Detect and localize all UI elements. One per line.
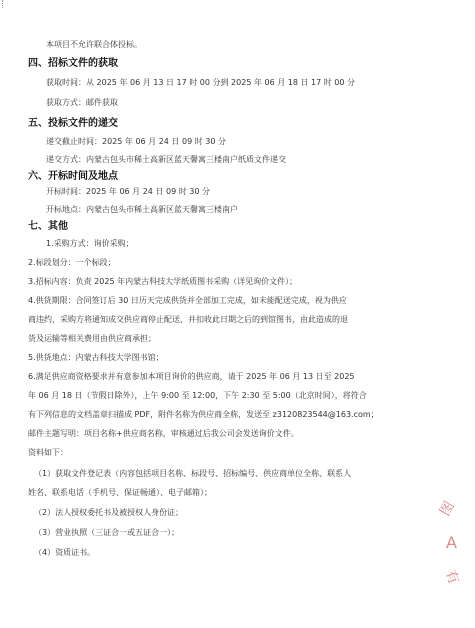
svg-text:有: 有	[441, 567, 462, 587]
section-title: 四、招标文件的获取	[28, 58, 118, 69]
text-line: 本项目不允许联合体投标。	[46, 40, 142, 49]
text-line: 3.招标内容：负责 2025 年内蒙古科技大学纸质图书采购（详见询价文件）；	[28, 277, 298, 286]
text-line: 2.标段划分：一个标段；	[28, 258, 116, 267]
text-line: 年 06 月 18 日（节假日除外），上午 9:00 至 12:00，下午 2:30 至 5:00（北京时间），将符合	[28, 391, 367, 400]
text-line: 邮件主题写明：项目名称+供应商名称，审核通过后我公司会发送询价文件。	[28, 429, 299, 438]
text-line: （4）资质证书。	[34, 548, 96, 557]
svg-text:A: A	[446, 533, 457, 552]
text-line: 开标时间：2025 年 06 月 24 日 09 时 30 分	[46, 187, 210, 196]
text-line: 5.供货地点：内蒙古科技大学图书馆；	[28, 353, 164, 362]
text-line: （3）营业执照（三证合一或五证合一）；	[34, 528, 180, 537]
text-line: （2）法人授权委托书及被授权人身份证；	[34, 508, 184, 517]
text-line: 姓名、联系电话（手机号、保证畅通）、电子邮箱）；	[28, 488, 212, 497]
text-line: 6.满足供应商资格要求并有意参加本项目询价的供应商，请于 2025 年 06 月 13 日至 2025	[28, 372, 355, 381]
text-line: 开标地点：内蒙古包头市稀土高新区蓝天馨寓三楼南户	[46, 205, 238, 214]
section-title: 七、其他	[28, 221, 68, 232]
section-title: 五、投标文件的递交	[28, 118, 118, 129]
text-line: 货及运输等相关费用由供应商承担；	[28, 334, 156, 343]
text-line: 递交方式：内蒙古包头市稀土高新区蓝天馨寓三楼南户纸质文件递交	[46, 155, 286, 164]
text-line: 4.供货期限：合同签订后 30 日历天完成供货并全部加工完成，如未能配送完成，视为供应	[28, 296, 347, 305]
text-line: 有下列信息的文档盖章扫描成 PDF，附件名称为供应商全称，发送至 z3120823544@163.com；	[28, 410, 379, 419]
text-line: 获取时间：从 2025 年 06 月 13 日 17 时 00 分到 2025 年 06 月 18 日 17 时 00 分	[46, 78, 356, 87]
section-title: 六、开标时间及地点	[28, 171, 118, 182]
text-line: 资料如下：	[28, 448, 68, 457]
text-line: 1.采购方式：询价采购；	[46, 239, 134, 248]
text-line: 商违约，采购方将通知成交供应商停止配送，并扣收此日期之后的到馆图书，由此造成的退	[28, 315, 348, 324]
text-line: （1）获取文件登记表（内容包括项目名称、标段号、招标编号、供应商单位全称、联系人	[34, 469, 352, 478]
svg-text:图: 图	[437, 498, 458, 519]
seal-stamp-partial	[436, 490, 475, 600]
text-line: 递交截止时间：2025 年 06 月 24 日 09 时 30 分	[46, 137, 226, 146]
page-marker	[2, 0, 4, 8]
text-line: 获取方式：邮件获取	[46, 98, 118, 107]
